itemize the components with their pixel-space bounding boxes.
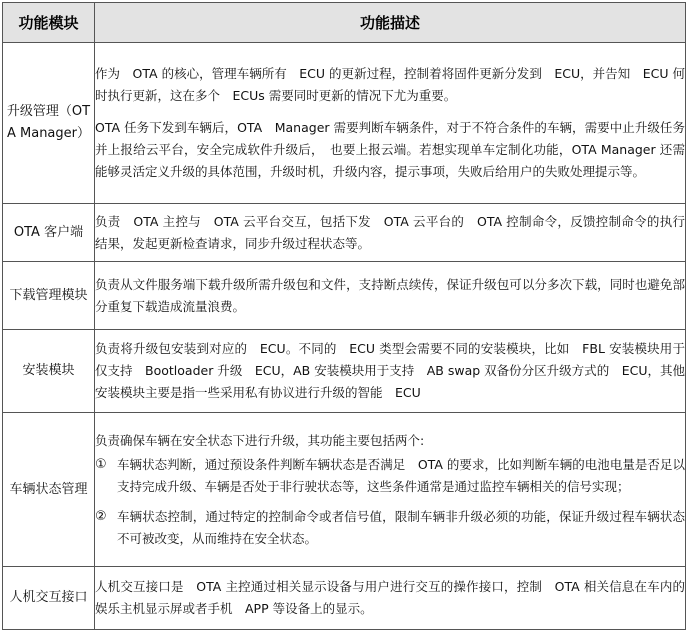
module-name: OTA 客户端 bbox=[3, 204, 95, 262]
table-row-hmi-interface bbox=[3, 567, 686, 630]
module-description bbox=[95, 204, 686, 262]
description-paragraph: 人机交互接口是 OTA 主控通过相关显示设备与用户进行交互的操作接口，控制 OTA 相关信息在车内的娱乐主机显示屏或者手机 APP 等设备上的显示。 bbox=[95, 579, 685, 616]
module-description bbox=[95, 43, 686, 204]
module-description bbox=[95, 567, 686, 630]
list-item-text: 车辆状态控制，通过特定的控制命令或者信号值，限制车辆非升级必须的功能，保证升级过程车辆状态不可被改变，从而维持在安全状态。 bbox=[117, 508, 685, 546]
list-item bbox=[95, 506, 685, 550]
list-marker: ① bbox=[95, 456, 107, 472]
description-paragraph: 作为 OTA 的核心，管理车辆所有 ECU 的更新过程，控制着将固件更新分发到 ECU，并告知 ECU 何时执行更新，这在多个 ECUs 需要同时更新的情况下尤为重要。 bbox=[95, 66, 685, 103]
description-paragraph: 负责从文件服务端下载升级所需升级包和文件，支持断点续传，保证升级包可以分多次下载，同时也避免部分重复下载造成流量浪费。 bbox=[95, 276, 685, 314]
table-row-install-module bbox=[3, 330, 686, 413]
description-paragraph: OTA 任务下发到车辆后，OTA Manager 需要判断车辆条件，对于不符合条件的车辆，需要中止升级任务并上报给云平台，安全完成软件升级后， 也要上报云端。若想实现单车定制化功能，OTA Manager 还需能够灵活定义升级的具体范围，升级时机，升级内容，提示事项，失败后给用户的失败处理提示等。 bbox=[95, 120, 685, 179]
table-row-ota-client bbox=[3, 204, 686, 262]
table-header-row bbox=[3, 3, 686, 43]
module-name: 人机交互接口 bbox=[3, 567, 95, 630]
module-description bbox=[95, 262, 686, 330]
module-name: 安装模块 bbox=[3, 330, 95, 413]
module-description bbox=[95, 330, 686, 413]
table-row-upgrade-manager bbox=[3, 43, 686, 204]
module-name: 车辆状态管理 bbox=[3, 413, 95, 567]
module-name: 下载管理模块 bbox=[3, 262, 95, 330]
description-paragraph: 负责将升级包安装到对应的 ECU。不同的 ECU 类型会需要不同的安装模块，比如 FBL 安装模块用于仅支持 Bootloader 升级 ECU，AB 安装模块用于支持 AB swap 双备份分区升级方式的 ECU，其他安装模块主要是指一些采用私有协议进行升级的智能 ECU bbox=[95, 341, 685, 400]
header-module: 功能模块 bbox=[3, 3, 95, 43]
table-row-download-manager bbox=[3, 262, 686, 330]
ota-function-table bbox=[2, 2, 686, 630]
table-row-vehicle-state-manager bbox=[3, 413, 686, 567]
module-name: 升级管理（OTA Manager） bbox=[3, 43, 95, 204]
description-intro: 负责确保车辆在安全状态下进行升级，其功能主要包括两个: bbox=[95, 432, 425, 448]
list-marker: ② bbox=[95, 508, 107, 524]
list-item bbox=[95, 454, 685, 498]
header-description: 功能描述 bbox=[95, 3, 686, 43]
description-paragraph: 负责 OTA 主控与 OTA 云平台交互，包括下发 OTA 云平台的 OTA 控制命令，反馈控制命令的执行结果，发起更新检查请求，同步升级过程状态等。 bbox=[95, 213, 685, 251]
module-description bbox=[95, 413, 686, 567]
ota-function-table-container bbox=[2, 2, 685, 630]
list-item-text: 车辆状态判断，通过预设条件判断车辆状态是否满足 OTA 的要求，比如判断车辆的电池电量是否足以支持完成升级、车辆是否处于非行驶状态等，这些条件通常是通过监控车辆相关的信号实现； bbox=[117, 456, 685, 494]
